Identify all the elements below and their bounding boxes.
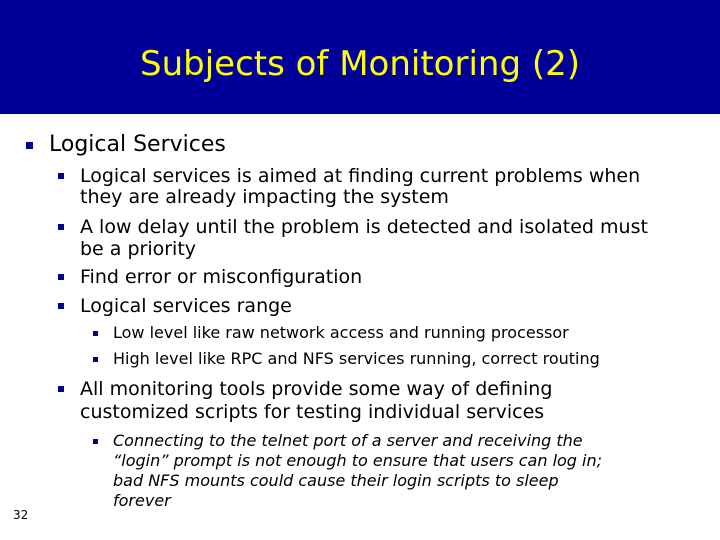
bullet-telnet-cont-3 [113, 491, 171, 511]
bullet-text: A low delay until the problem is detected and isolated must [80, 216, 648, 238]
square-bullet-icon [58, 386, 64, 392]
bullet-low-delay-cont [80, 238, 196, 260]
bullet-logical-services [26, 132, 226, 158]
bullet-find-error [58, 266, 362, 288]
bullet-text: High level like RPC and NFS services running, correct routing [113, 349, 600, 368]
square-bullet-icon [58, 173, 64, 179]
bullet-low-delay [58, 216, 648, 238]
bullet-text: Find error or misconfiguration [80, 266, 363, 288]
bullet-telnet-cont-2 [113, 471, 559, 491]
square-bullet-icon [58, 224, 64, 230]
bullet-telnet-example [93, 431, 583, 451]
bullet-text: customized scripts for testing individual services [80, 401, 545, 423]
bullet-text: Connecting to the telnet port of a server and receiving the [113, 431, 583, 450]
bullet-range [58, 295, 292, 317]
bullet-text: forever [113, 491, 171, 510]
bullet-text: they are already impacting the system [80, 186, 449, 208]
square-bullet-icon [93, 439, 98, 444]
bullet-aim-cont [80, 186, 449, 208]
bullet-text: Logical Services [49, 132, 226, 157]
square-bullet-icon [58, 303, 64, 309]
bullet-text: bad NFS mounts could cause their login scripts to sleep [113, 471, 559, 490]
bullet-monitoring-tools [58, 378, 552, 400]
square-bullet-icon [93, 357, 98, 362]
bullet-text: “login” prompt is not enough to ensure that users can log in; [113, 451, 603, 470]
page-number: 32 [13, 508, 29, 522]
bullet-aim [58, 165, 640, 187]
square-bullet-icon [58, 274, 64, 280]
bullet-telnet-cont-1 [113, 451, 602, 471]
bullet-text: All monitoring tools provide some way of defining [80, 378, 553, 400]
bullet-monitoring-tools-cont [80, 401, 544, 423]
bullet-text: Logical services is aimed at finding current problems when [80, 165, 641, 187]
square-bullet-icon [93, 331, 98, 336]
bullet-text: Logical services range [80, 295, 292, 317]
square-bullet-icon [26, 142, 33, 149]
bullet-text: be a priority [80, 238, 197, 260]
bullet-text: Low level like raw network access and running processor [113, 323, 569, 342]
bullet-low-level [93, 323, 569, 343]
slide-title: Subjects of Monitoring (2) [140, 44, 580, 84]
bullet-high-level [93, 349, 600, 369]
